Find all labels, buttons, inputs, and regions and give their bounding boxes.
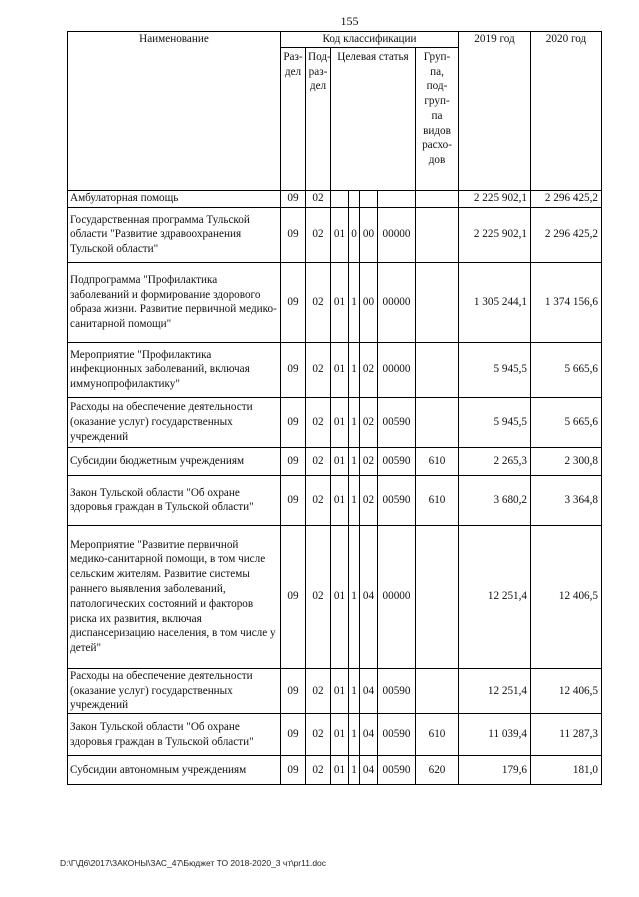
row-target-part-3: 02 <box>360 447 378 475</box>
header-name: Наименование <box>68 32 281 191</box>
row-target-part-1: 01 <box>331 756 349 785</box>
row-name: Мероприятие "Профилактика инфекционных заболеваний, включая иммунопрофилактику" <box>68 342 281 397</box>
row-amount-2020: 5 665,6 <box>531 397 602 447</box>
header-year-2020: 2020 год <box>531 32 602 191</box>
row-target-part-1: 01 <box>331 397 349 447</box>
row-target-part-4: 00000 <box>378 207 416 262</box>
row-target-part-3: 02 <box>360 342 378 397</box>
row-target-part-4: 00590 <box>378 668 416 713</box>
row-section: 09 <box>281 342 306 397</box>
row-amount-2019: 5 945,5 <box>459 342 531 397</box>
header-subsection: Под- раз- дел <box>306 47 331 190</box>
row-amount-2019: 2 225 902,1 <box>459 207 531 262</box>
row-name: Закон Тульской области "Об охране здоровья граждан в Тульской области" <box>68 714 281 756</box>
row-section: 09 <box>281 756 306 785</box>
row-target-part-4: 00000 <box>378 262 416 342</box>
row-subsection: 02 <box>306 714 331 756</box>
header-row-1 <box>68 32 602 48</box>
row-section: 09 <box>281 525 306 668</box>
footer-file-path: D:\Г\Д6\2017\ЗАКОНЫ\ЗАС_47\Бюджет ТО 2018-2020_3 чт\рr11.doc <box>60 858 327 868</box>
row-target-part-4: 00590 <box>378 397 416 447</box>
row-target-part-2: 1 <box>349 714 360 756</box>
header-target-article: Целевая статья <box>331 47 416 190</box>
table-row <box>68 447 602 475</box>
row-target-part-4: 00000 <box>378 525 416 668</box>
row-amount-2020: 5 665,6 <box>531 342 602 397</box>
row-amount-2019: 12 251,4 <box>459 668 531 713</box>
row-amount-2019: 1 305 244,1 <box>459 262 531 342</box>
page-number: 155 <box>340 14 359 28</box>
row-amount-2020: 2 296 425,2 <box>531 207 602 262</box>
row-name: Субсидии бюджетным учреждениям <box>68 447 281 475</box>
row-amount-2020: 2 300,8 <box>531 447 602 475</box>
row-name: Мероприятие "Развитие первичной медико-санитарной помощи, в том числе сельским жителям. Развитие системы раннего выявления заболеваний, патологических состояний и факторов риска их развития, включая диспансеризацию населения, в том числе у детей" <box>68 525 281 668</box>
row-amount-2019: 12 251,4 <box>459 525 531 668</box>
table-row <box>68 714 602 756</box>
row-expense-group <box>416 525 459 668</box>
row-target-part-2: 1 <box>349 756 360 785</box>
row-expense-group <box>416 262 459 342</box>
row-section: 09 <box>281 714 306 756</box>
row-subsection: 02 <box>306 756 331 785</box>
row-subsection: 02 <box>306 447 331 475</box>
row-amount-2020: 12 406,5 <box>531 525 602 668</box>
table-row <box>68 397 602 447</box>
row-subsection: 02 <box>306 668 331 713</box>
table-row <box>68 525 602 668</box>
table-row <box>68 756 602 785</box>
row-name: Расходы на обеспечение деятельности (оказание услуг) государственных учреждений <box>68 668 281 713</box>
row-target-part-4 <box>378 190 416 207</box>
header-expense-group: Груп- па, под- груп- па видов расхо- дов <box>416 47 459 190</box>
header-classification-code: Код классификации <box>281 32 459 48</box>
row-expense-group <box>416 190 459 207</box>
row-amount-2020: 11 287,3 <box>531 714 602 756</box>
row-amount-2019: 5 945,5 <box>459 397 531 447</box>
row-amount-2020: 2 296 425,2 <box>531 190 602 207</box>
row-target-part-2: 1 <box>349 475 360 525</box>
row-amount-2020: 1 374 156,6 <box>531 262 602 342</box>
row-section: 09 <box>281 207 306 262</box>
row-target-part-1 <box>331 190 349 207</box>
row-target-part-4: 00590 <box>378 475 416 525</box>
row-section: 09 <box>281 262 306 342</box>
row-expense-group <box>416 668 459 713</box>
row-section: 09 <box>281 447 306 475</box>
row-target-part-3: 02 <box>360 475 378 525</box>
row-amount-2020: 12 406,5 <box>531 668 602 713</box>
row-subsection: 02 <box>306 190 331 207</box>
table-row <box>68 190 602 207</box>
row-target-part-1: 01 <box>331 525 349 668</box>
row-section: 09 <box>281 397 306 447</box>
row-expense-group: 610 <box>416 475 459 525</box>
row-amount-2019: 3 680,2 <box>459 475 531 525</box>
row-target-part-2: 1 <box>349 342 360 397</box>
row-amount-2020: 3 364,8 <box>531 475 602 525</box>
row-target-part-4: 00590 <box>378 714 416 756</box>
row-target-part-4: 00000 <box>378 342 416 397</box>
row-expense-group: 620 <box>416 756 459 785</box>
row-target-part-2: 1 <box>349 447 360 475</box>
table-row <box>68 342 602 397</box>
row-name: Субсидии автономным учреждениям <box>68 756 281 785</box>
table-row <box>68 668 602 713</box>
row-subsection: 02 <box>306 397 331 447</box>
table-row <box>68 207 602 262</box>
table-row <box>68 475 602 525</box>
table-body <box>68 32 602 785</box>
row-target-part-3: 00 <box>360 262 378 342</box>
row-target-part-3 <box>360 190 378 207</box>
row-subsection: 02 <box>306 475 331 525</box>
row-name: Амбулаторная помощь <box>68 190 281 207</box>
row-amount-2020: 181,0 <box>531 756 602 785</box>
header-section: Раз- дел <box>281 47 306 190</box>
row-target-part-2: 1 <box>349 262 360 342</box>
row-amount-2019: 179,6 <box>459 756 531 785</box>
row-target-part-2 <box>349 190 360 207</box>
row-expense-group: 610 <box>416 714 459 756</box>
row-expense-group <box>416 342 459 397</box>
row-amount-2019: 11 039,4 <box>459 714 531 756</box>
row-name: Государственная программа Тульской области "Развитие здравоохранения Тульской области" <box>68 207 281 262</box>
row-subsection: 02 <box>306 525 331 668</box>
row-amount-2019: 2 225 902,1 <box>459 190 531 207</box>
row-section: 09 <box>281 190 306 207</box>
row-target-part-1: 01 <box>331 262 349 342</box>
row-target-part-1: 01 <box>331 714 349 756</box>
row-amount-2019: 2 265,3 <box>459 447 531 475</box>
header-year-2019: 2019 год <box>459 32 531 191</box>
row-expense-group: 610 <box>416 447 459 475</box>
row-target-part-2: 0 <box>349 207 360 262</box>
row-target-part-3: 04 <box>360 756 378 785</box>
row-target-part-1: 01 <box>331 447 349 475</box>
row-target-part-1: 01 <box>331 207 349 262</box>
row-expense-group <box>416 207 459 262</box>
row-target-part-4: 00590 <box>378 447 416 475</box>
row-target-part-3: 02 <box>360 397 378 447</box>
row-subsection: 02 <box>306 262 331 342</box>
row-subsection: 02 <box>306 342 331 397</box>
row-target-part-1: 01 <box>331 668 349 713</box>
row-target-part-2: 1 <box>349 397 360 447</box>
row-target-part-4: 00590 <box>378 756 416 785</box>
row-section: 09 <box>281 475 306 525</box>
table-row <box>68 262 602 342</box>
row-target-part-2: 1 <box>349 525 360 668</box>
row-section: 09 <box>281 668 306 713</box>
row-name: Расходы на обеспечение деятельности (оказание услуг) государственных учреждений <box>68 397 281 447</box>
row-target-part-3: 04 <box>360 525 378 668</box>
row-name: Подпрограмма "Профилактика заболеваний и формирование здорового образа жизни. Развитие первичной медико-санитарной помощи" <box>68 262 281 342</box>
row-target-part-3: 00 <box>360 207 378 262</box>
row-target-part-1: 01 <box>331 475 349 525</box>
row-target-part-3: 04 <box>360 668 378 713</box>
row-name: Закон Тульской области "Об охране здоровья граждан в Тульской области" <box>68 475 281 525</box>
row-target-part-3: 04 <box>360 714 378 756</box>
row-expense-group <box>416 397 459 447</box>
row-target-part-2: 1 <box>349 668 360 713</box>
row-target-part-1: 01 <box>331 342 349 397</box>
budget-table <box>67 31 602 785</box>
row-subsection: 02 <box>306 207 331 262</box>
